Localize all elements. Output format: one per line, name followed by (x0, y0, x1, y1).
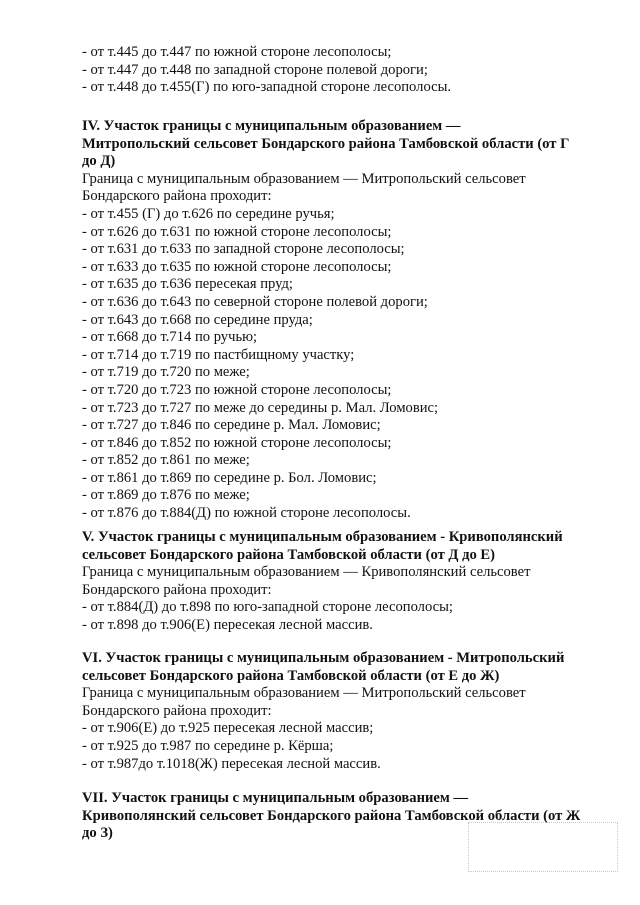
boundary-item: - от т.636 до т.643 по северной стороне полевой дороги; (82, 293, 428, 310)
section-heading: сельсовет Бондарского района Тамбовской области (от Е до Ж) (82, 667, 500, 684)
boundary-item: - от т.635 до т.636 пересекая пруд; (82, 276, 293, 293)
boundary-item: - от т.714 до т.719 по пастбищному участку; (82, 346, 355, 363)
boundary-item: - от т.447 до т.448 по западной стороне полевой дороги; (82, 61, 428, 78)
boundary-item: - от т.719 до т.720 по меже; (82, 364, 250, 381)
section-heading: V. Участок границы с муниципальным образованием - Кривополянский (82, 529, 563, 545)
boundary-item: - от т.626 до т.631 по южной стороне лесополосы; (82, 223, 392, 240)
boundary-item: - от т.906(Е) до т.925 пересекая лесной массив; (82, 720, 374, 737)
boundary-item: - от т.455 (Г) до т.626 по середине ручья; (82, 205, 335, 222)
boundary-item: - от т.898 до т.906(Е) пересекая лесной массив. (82, 616, 373, 633)
section-heading: Кривополянский сельсовет Бондарского района Тамбовской области (от Ж (82, 807, 581, 824)
section-heading: до Д) (82, 153, 116, 170)
boundary-item: - от т.633 до т.635 по южной стороне лесополосы; (82, 258, 392, 275)
boundary-item: - от т.668 до т.714 по ручью; (82, 329, 258, 346)
boundary-item: - от т.445 до т.447 по южной стороне лесополосы; (82, 44, 392, 60)
boundary-item: - от т.861 до т.869 по середине р. Бол. Ломовис; (82, 469, 377, 486)
section-intro: Граница с муниципальным образованием — Митропольский сельсовет (82, 170, 526, 187)
section-intro: Бондарского района проходит: (82, 188, 272, 205)
boundary-item: - от т.869 до т.876 по меже; (82, 487, 250, 504)
section-iv (82, 118, 622, 523)
boundary-item: - от т.852 до т.861 по меже; (82, 452, 250, 469)
boundary-item: - от т.876 до т.884(Д) по южной стороне лесополосы. (82, 505, 411, 522)
previous-section-tail (82, 44, 622, 97)
boundary-item: - от т.987до т.1018(Ж) пересекая лесной массив. (82, 755, 381, 772)
boundary-item: - от т.631 до т.633 по западной стороне лесополосы; (82, 241, 405, 258)
section-vi (82, 650, 622, 773)
section-intro: Граница с муниципальным образованием — Митропольский сельсовет (82, 685, 526, 702)
boundary-item: - от т.925 до т.987 по середине р. Кёрша; (82, 737, 334, 754)
section-heading: VI. Участок границы с муниципальным образованием - Митропольский (82, 650, 565, 666)
boundary-item: - от т.723 до т.727 по меже до середины р. Мал. Ломовис; (82, 399, 439, 416)
section-intro: Граница с муниципальным образованием — Кривополянский сельсовет (82, 564, 531, 581)
section-heading: VII. Участок границы с муниципальным образованием — (82, 790, 469, 806)
boundary-item: - от т.727 до т.846 по середине р. Мал. Ломовис; (82, 417, 381, 434)
boundary-item: - от т.884(Д) до т.898 по юго-западной стороне лесополосы; (82, 599, 453, 616)
section-v (82, 529, 622, 635)
section-heading: Митропольский сельсовет Бондарского района Тамбовской области (от Г (82, 135, 570, 152)
section-intro: Бондарского района проходит: (82, 581, 272, 598)
faint-stamp (468, 822, 618, 872)
section-heading: IV. Участок границы с муниципальным образованием — (82, 118, 461, 134)
boundary-item: - от т.643 до т.668 по середине пруда; (82, 311, 313, 328)
boundary-item: - от т.720 до т.723 по южной стороне лесополосы; (82, 381, 392, 398)
section-heading: сельсовет Бондарского района Тамбовской области (от Д до Е) (82, 546, 496, 563)
boundary-item: - от т.448 до т.455(Г) по юго-западной стороне лесополосы. (82, 79, 452, 96)
boundary-item: - от т.846 до т.852 по южной стороне лесополосы; (82, 434, 392, 451)
section-heading: до З) (82, 825, 113, 842)
section-intro: Бондарского района проходит: (82, 702, 272, 719)
